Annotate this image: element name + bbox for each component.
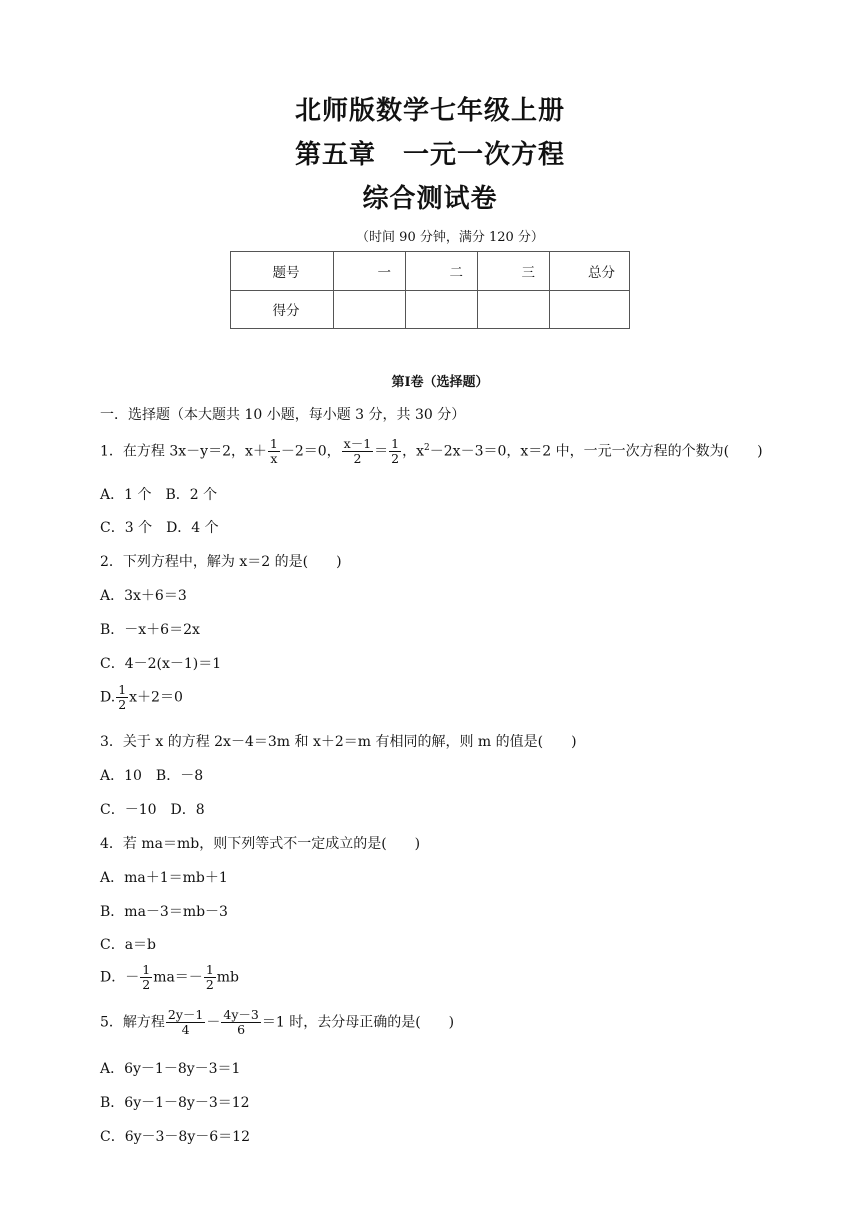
q5-prefix: 5．解方程: [100, 1014, 165, 1031]
question-4-stem: 4．若 ma＝mb，则下列等式不一定成立的是( ): [100, 836, 421, 852]
q5-f2-den: 6: [237, 1022, 246, 1037]
question-2-stem: 2．下列方程中，解为 x＝2 的是( ): [100, 554, 342, 570]
q2-option-a: A．3x＋6＝3: [100, 588, 187, 604]
score-table-score-row: [231, 290, 630, 329]
q1-f3-num: 1: [391, 436, 400, 451]
q1-options-ab: A．1 个 B．2 个: [100, 487, 218, 503]
q4-option-a: A．ma＋1＝mb＋1: [100, 870, 228, 886]
chapter-title: 第五章 一元一次方程: [294, 140, 565, 170]
score-cell-part1: 一: [334, 252, 406, 291]
score-cell-part3: 三: [478, 252, 550, 291]
q5-f2-num: 4y－3: [223, 1007, 259, 1022]
q2-d-fraction: [116, 683, 128, 712]
q4-option-b: B．ma－3＝mb－3: [100, 904, 228, 920]
score-input-part3: [478, 290, 550, 329]
q1-mid1: －2＝0，: [280, 443, 341, 460]
q1-mid2: ，x: [402, 443, 425, 460]
score-table: [230, 251, 630, 329]
doc-title: 北师版数学七年级上册: [294, 96, 565, 126]
q4-option-c: C．a＝b: [100, 937, 157, 953]
q1-options-cd: C．3 个 D．4 个: [100, 520, 219, 536]
q1-f3-den: 2: [391, 451, 400, 466]
q1-f2-num: x－1: [343, 436, 372, 451]
q2-d-prefix: D.: [100, 689, 116, 706]
q5-option-c: C．6y－3－8y－6＝12: [100, 1129, 250, 1145]
q3-options-ab: A．10 B．－8: [100, 768, 204, 784]
section-title: 第Ⅰ卷（选择题）: [391, 375, 489, 390]
score-cell-total: 总分: [550, 252, 630, 291]
q5-fraction-1: [166, 1008, 205, 1037]
question-1-stem: [100, 437, 763, 466]
question-5-stem: [100, 1008, 454, 1037]
q4-d-mid: ma＝－: [153, 969, 203, 986]
q2-option-d: [100, 683, 183, 712]
score-cell-label: 题号: [231, 252, 334, 291]
score-table-header-row: [231, 252, 630, 291]
q1-fraction-1: [268, 437, 280, 466]
q5-suffix: ＝1 时，去分母正确的是( ): [261, 1014, 455, 1031]
q1-f2-den: 2: [353, 451, 362, 466]
q5-minus: －: [206, 1014, 221, 1031]
q1-f1-num: 1: [269, 436, 278, 451]
q5-option-a: A．6y－1－8y－3＝1: [100, 1061, 241, 1077]
q4-d-den1: 2: [142, 977, 151, 992]
q1-suffix: －2x－3＝0，x＝2 中，一元一次方程的个数为( ): [429, 443, 763, 460]
q4-d-fraction-1: [140, 963, 152, 992]
q4-option-d: [100, 963, 239, 992]
section-intro: 一．选择题（本大题共 10 小题，每小题 3 分，共 30 分）: [100, 407, 466, 423]
q1-fraction-2: [342, 437, 374, 466]
q4-d-suffix: mb: [216, 969, 240, 986]
q5-f1-den: 4: [181, 1022, 190, 1037]
q1-superscript: 2: [424, 442, 430, 453]
q4-d-num1: 1: [142, 962, 151, 977]
test-title: 综合测试卷: [362, 184, 498, 214]
q2-option-c: C．4－2(x－1)＝1: [100, 656, 222, 672]
q1-fraction-3: [389, 437, 401, 466]
q3-options-cd: C．－10 D．8: [100, 802, 205, 818]
score-input-part1: [334, 290, 406, 329]
q4-d-den2: 2: [205, 977, 214, 992]
q5-f1-num: 2y－1: [167, 1007, 204, 1022]
time-score-note: （时间 90 分钟，满分 120 分）: [356, 230, 544, 245]
score-cell-part2: 二: [406, 252, 478, 291]
q2-d-suffix: x＋2＝0: [129, 689, 183, 706]
q2-option-b: B．－x＋6＝2x: [100, 622, 200, 638]
q5-fraction-2: [221, 1008, 260, 1037]
q2-d-num: 1: [118, 682, 127, 697]
q5-option-b: B．6y－1－8y－3＝12: [100, 1095, 250, 1111]
score-input-part2: [406, 290, 478, 329]
q1-f1-den: x: [270, 451, 278, 466]
q4-d-fraction-2: [204, 963, 216, 992]
score-input-total: [550, 290, 630, 329]
q1-eq: ＝: [374, 443, 389, 460]
question-3-stem: 3．关于 x 的方程 2x－4＝3m 和 x＋2＝m 有相同的解，则 m 的值是( ): [100, 734, 577, 750]
q1-prefix: 1．在方程 3x－y＝2，x＋: [100, 443, 267, 460]
q2-d-den: 2: [118, 697, 127, 712]
q4-d-num2: 1: [205, 962, 214, 977]
q4-d-prefix: D．－: [100, 969, 140, 986]
score-row-label: 得分: [231, 290, 334, 329]
